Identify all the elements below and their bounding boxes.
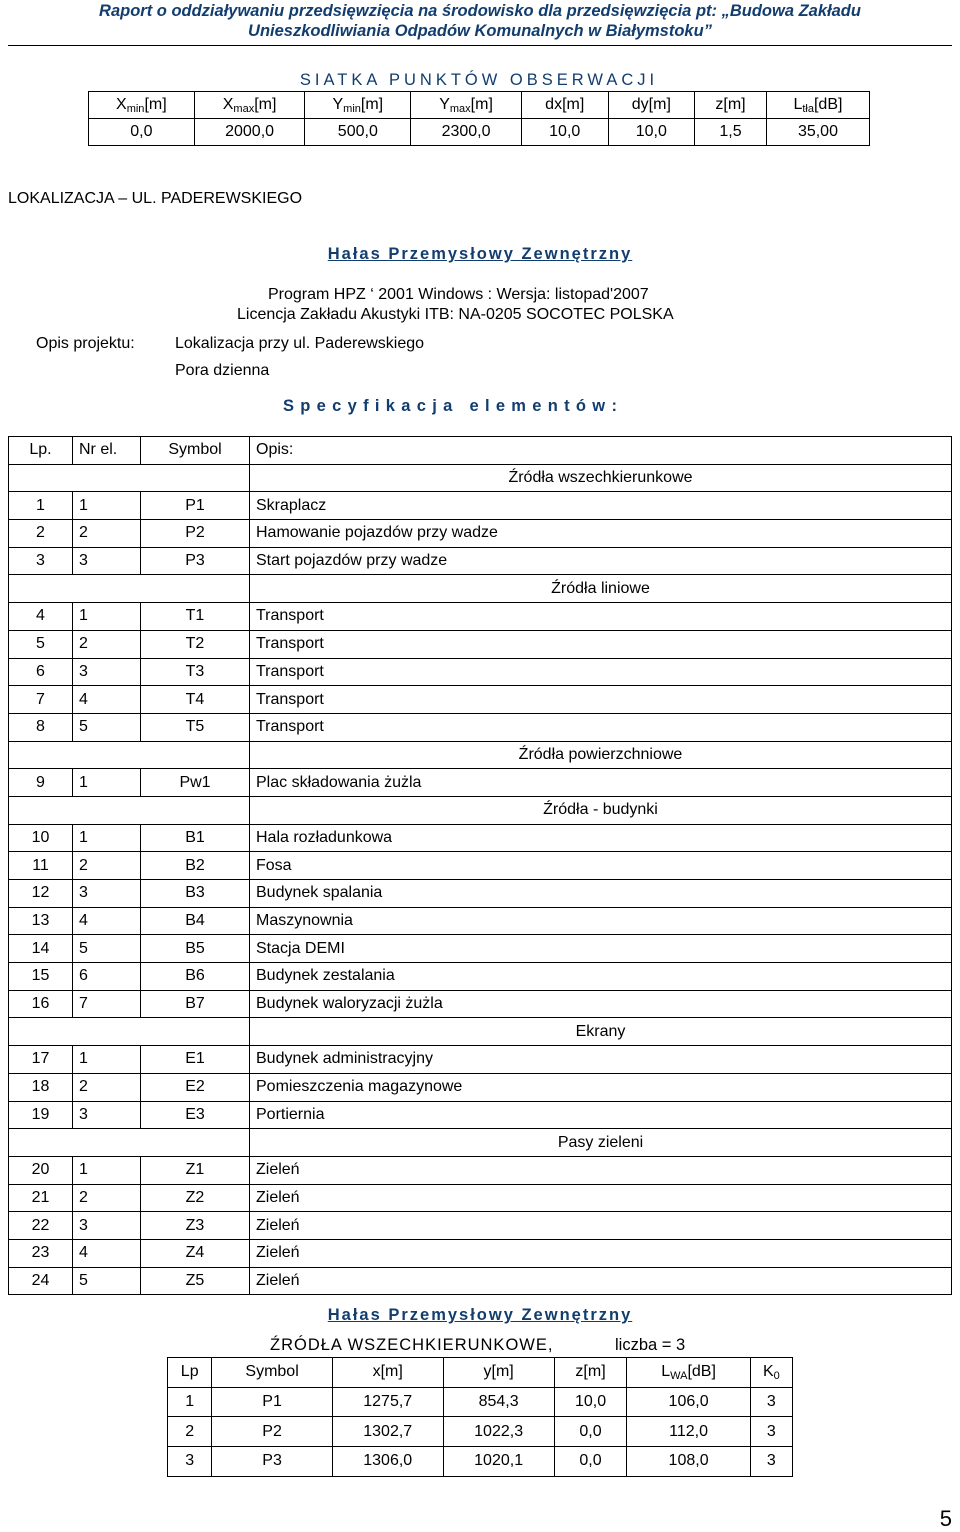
siatka-header-cell [305, 92, 411, 119]
spec-cell: 3 [73, 880, 141, 908]
sources-cell: 1 [168, 1387, 212, 1417]
spec-cell: Portiernia [250, 1101, 952, 1129]
header-subscript: WA [670, 1369, 688, 1382]
spec-row [9, 1073, 952, 1101]
siatka-header-cell [521, 92, 608, 119]
spec-group-row [9, 575, 952, 603]
header-main: Symbol [245, 1363, 299, 1381]
spec-cell: 6 [73, 963, 141, 991]
spec-group-spacer [9, 1018, 250, 1046]
sources-cell: 112,0 [627, 1417, 750, 1447]
spec-cell: 2 [73, 630, 141, 658]
sources-cell: 1022,3 [443, 1417, 554, 1447]
spec-cell: 5 [73, 713, 141, 741]
siatka-header-row [89, 92, 870, 119]
header-main: x[m] [372, 1363, 403, 1381]
spec-cell: Budynek waloryzacji żużla [250, 990, 952, 1018]
sources-cell: 3 [168, 1447, 212, 1477]
spec-cell: 3 [9, 547, 73, 575]
spec-cell: 5 [73, 1267, 141, 1295]
spec-cell: 5 [9, 630, 73, 658]
spec-row [9, 492, 952, 520]
spec-cell: 18 [9, 1073, 73, 1101]
header-subscript: min [126, 102, 145, 115]
spec-group-spacer [9, 1129, 250, 1157]
header-main: K [762, 1362, 774, 1380]
spec-header-cell: Lp. [9, 437, 73, 465]
spec-row [9, 963, 952, 991]
spec-cell: 3 [73, 658, 141, 686]
spec-header-row [9, 437, 952, 465]
siatka-value-cell: 2000,0 [194, 119, 305, 146]
spec-cell: 3 [73, 1212, 141, 1240]
spec-cell: Z5 [141, 1267, 250, 1295]
spec-header-cell: Symbol [141, 437, 250, 465]
spec-cell: Zieleń [250, 1267, 952, 1295]
spec-cell: T2 [141, 630, 250, 658]
spec-cell: Pomieszczenia magazynowe [250, 1073, 952, 1101]
spec-cell: Pw1 [141, 769, 250, 797]
spec-cell: T5 [141, 713, 250, 741]
sources-header-row [168, 1358, 793, 1388]
sources-cell: 108,0 [627, 1447, 750, 1477]
spec-group-row [9, 1018, 952, 1046]
spec-group-row [9, 796, 952, 824]
spec-group-spacer [9, 464, 250, 492]
sources-count: liczba = 3 [615, 1336, 686, 1354]
spec-cell: T1 [141, 603, 250, 631]
siatka-value-cell: 500,0 [305, 119, 411, 146]
spec-row [9, 1101, 952, 1129]
spec-group-title: Źródła powierzchniowe [250, 741, 952, 769]
header-unit: [m] [254, 95, 277, 113]
spec-cell: B3 [141, 880, 250, 908]
spec-row [9, 852, 952, 880]
spec-cell: Maszynownia [250, 907, 952, 935]
spec-group-title: Źródła wszechkierunkowe [250, 464, 952, 492]
spec-cell: 16 [9, 990, 73, 1018]
header-divider [8, 45, 952, 46]
spec-cell: Budynek spalania [250, 880, 952, 908]
header-main: Y [332, 95, 344, 113]
spec-cell: E1 [141, 1046, 250, 1074]
spec-group-row [9, 741, 952, 769]
spec-cell: B2 [141, 852, 250, 880]
spec-cell: Transport [250, 713, 952, 741]
sources-cell: 10,0 [554, 1387, 627, 1417]
spec-row [9, 547, 952, 575]
header-subscript: tła [802, 102, 814, 115]
sources-header-cell [554, 1358, 627, 1388]
siatka-value-cell: 2300,0 [411, 119, 522, 146]
spec-cell: Transport [250, 658, 952, 686]
spec-cell: T3 [141, 658, 250, 686]
sources-cell: 3 [750, 1417, 792, 1447]
header-unit: [dB] [813, 95, 843, 113]
spec-cell: 14 [9, 935, 73, 963]
spec-cell: 10 [9, 824, 73, 852]
header-main: Lp [180, 1363, 199, 1381]
spec-cell: 7 [73, 990, 141, 1018]
spec-row [9, 880, 952, 908]
header-unit: [m] [360, 95, 384, 113]
spec-cell: Budynek administracyjny [250, 1046, 952, 1074]
header-main: X [116, 95, 127, 113]
header-main: z[m] [715, 96, 746, 113]
header-subscript: max [233, 102, 255, 115]
spec-row [9, 520, 952, 548]
spec-cell: Stacja DEMI [250, 935, 952, 963]
spec-cell: 5 [73, 935, 141, 963]
sources-row [168, 1417, 793, 1447]
spec-cell: 13 [9, 907, 73, 935]
spec-cell: B6 [141, 963, 250, 991]
spec-cell: 8 [9, 713, 73, 741]
spec-cell: Z1 [141, 1156, 250, 1184]
spec-cell: 3 [73, 547, 141, 575]
spec-cell: 12 [9, 880, 73, 908]
spec-cell: 6 [9, 658, 73, 686]
sources-cell: 1302,7 [332, 1417, 443, 1447]
spec-cell: 4 [73, 1239, 141, 1267]
siatka-table [88, 91, 870, 146]
spec-cell: 2 [73, 1073, 141, 1101]
siatka-header-cell [608, 92, 695, 119]
sources-row [168, 1447, 793, 1477]
siatka-header-cell [766, 92, 869, 119]
sources-table [167, 1357, 793, 1477]
spec-cell: Hamowanie pojazdów przy wadze [250, 520, 952, 548]
sources-cell: 106,0 [627, 1387, 750, 1417]
project-label: Opis projektu: [36, 335, 135, 352]
sources-cell: 854,3 [443, 1387, 554, 1417]
spec-group-row [9, 1129, 952, 1157]
sources-header-cell [332, 1358, 443, 1388]
header-main: X [222, 95, 234, 113]
page-number: 5 [939, 1506, 952, 1531]
spec-cell: B4 [141, 907, 250, 935]
spec-group-spacer [9, 796, 250, 824]
spec-cell: Budynek zestalania [250, 963, 952, 991]
spec-cell: 2 [73, 1184, 141, 1212]
spec-cell: 4 [73, 686, 141, 714]
spec-row [9, 1212, 952, 1240]
spec-cell: Transport [250, 630, 952, 658]
spec-cell: 23 [9, 1239, 73, 1267]
sources-header-cell [627, 1358, 750, 1388]
spec-cell: Z2 [141, 1184, 250, 1212]
spec-table [8, 436, 952, 1295]
spec-row [9, 1267, 952, 1295]
siatka-header-cell [194, 92, 305, 119]
sources-cell: 0,0 [554, 1447, 627, 1477]
spec-group-title: Ekrany [250, 1018, 952, 1046]
spec-cell: Fosa [250, 852, 952, 880]
spec-row [9, 935, 952, 963]
spec-cell: 1 [73, 492, 141, 520]
spec-cell: P3 [141, 547, 250, 575]
header-subscript: 0 [773, 1369, 780, 1382]
siatka-value-cell: 10,0 [521, 119, 608, 146]
spec-cell: 1 [73, 1046, 141, 1074]
spec-cell: P1 [141, 492, 250, 520]
spec-cell: Transport [250, 603, 952, 631]
sources-cell: 1306,0 [332, 1447, 443, 1477]
siatka-title: SIATKA PUNKTÓW OBSERWACJI [299, 71, 659, 89]
spec-group-title: Pasy zieleni [250, 1129, 952, 1157]
sources-cell: P3 [212, 1447, 332, 1477]
siatka-header-cell [411, 92, 522, 119]
header-main: dx[m] [545, 96, 585, 113]
sources-cell: 3 [750, 1387, 792, 1417]
spec-cell: B5 [141, 935, 250, 963]
spec-cell: Skraplacz [250, 492, 952, 520]
spec-cell: Transport [250, 686, 952, 714]
spec-cell: 2 [73, 852, 141, 880]
spec-cell: P2 [141, 520, 250, 548]
spec-cell: 22 [9, 1212, 73, 1240]
spec-cell: Plac składowania żużla [250, 769, 952, 797]
sources-cell: 2 [168, 1417, 212, 1447]
spec-cell: Z3 [141, 1212, 250, 1240]
siatka-value-cell: 1,5 [695, 119, 767, 146]
halas-title: Hałas Przemysłowy Zewnętrzny [327, 245, 633, 263]
spec-cell: 1 [73, 824, 141, 852]
header-unit: [dB] [687, 1362, 716, 1380]
program-line: Program HPZ ‘ 2001 Windows : Wersja: listopad'2007 [268, 286, 649, 303]
spec-group-title: Źródła liniowe [250, 575, 952, 603]
header-subscript: max [449, 102, 471, 115]
spec-cell: Zieleń [250, 1184, 952, 1212]
spec-row [9, 630, 952, 658]
location-line: Lokalizacja przy ul. Paderewskiego [175, 335, 425, 352]
spec-cell: B7 [141, 990, 250, 1018]
spec-cell: 24 [9, 1267, 73, 1295]
spec-cell: 1 [73, 603, 141, 631]
spec-cell: Zieleń [250, 1156, 952, 1184]
siatka-value-cell: 10,0 [608, 119, 695, 146]
spec-cell: E2 [141, 1073, 250, 1101]
spec-group-row [9, 464, 952, 492]
header-main: L [661, 1362, 671, 1380]
spec-cell: 9 [9, 769, 73, 797]
header-subscript: min [343, 102, 361, 115]
spec-header-cell: Opis: [250, 437, 952, 465]
siatka-header-cell [89, 92, 195, 119]
report-header-line-2: Unieszkodliwiania Odpadów Komunalnych w Białymstoku” [248, 22, 712, 40]
sources-header-cell [443, 1358, 554, 1388]
header-main: dy[m] [631, 96, 671, 113]
sources-title-text: ŹRÓDŁA WSZECHKIERUNKOWE, [270, 1336, 554, 1354]
spec-title: Specyfikacja elementów: [283, 397, 624, 415]
sources-cell: P1 [212, 1387, 332, 1417]
spec-cell: Zieleń [250, 1212, 952, 1240]
spec-row [9, 824, 952, 852]
sources-cell: 3 [750, 1447, 792, 1477]
spec-cell: 1 [9, 492, 73, 520]
spec-row [9, 686, 952, 714]
sources-header-cell [212, 1358, 332, 1388]
spec-cell: Start pojazdów przy wadze [250, 547, 952, 575]
sources-cell: 1020,1 [443, 1447, 554, 1477]
spec-cell: 1 [73, 1156, 141, 1184]
sources-cell: 1275,7 [332, 1387, 443, 1417]
spec-row [9, 990, 952, 1018]
spec-cell: 4 [9, 603, 73, 631]
halas-title-2: Hałas Przemysłowy Zewnętrzny [327, 1306, 633, 1324]
spec-cell: 20 [9, 1156, 73, 1184]
spec-cell: E3 [141, 1101, 250, 1129]
spec-row [9, 713, 952, 741]
spec-cell: 17 [9, 1046, 73, 1074]
siatka-value-cell: 0,0 [89, 119, 195, 146]
spec-group-title: Źródła - budynki [250, 796, 952, 824]
license-line: Licencja Zakładu Akustyki ITB: NA-0205 SOCOTEC POLSKA [237, 306, 674, 323]
header-main: y[m] [483, 1363, 514, 1381]
spec-cell: 11 [9, 852, 73, 880]
spec-row [9, 1046, 952, 1074]
sources-title [270, 1336, 686, 1355]
spec-row [9, 769, 952, 797]
location-label: LOKALIZACJA – UL. PADEREWSKIEGO [8, 190, 303, 207]
spec-row [9, 1184, 952, 1212]
spec-cell: 19 [9, 1101, 73, 1129]
siatka-header-cell [695, 92, 767, 119]
header-main: L [793, 95, 803, 113]
spec-cell: 21 [9, 1184, 73, 1212]
spec-header-cell: Nr el. [73, 437, 141, 465]
spec-group-spacer [9, 575, 250, 603]
sources-cell: 0,0 [554, 1417, 627, 1447]
spec-cell: 2 [9, 520, 73, 548]
spec-cell: B1 [141, 824, 250, 852]
spec-row [9, 658, 952, 686]
header-main: Y [439, 95, 450, 113]
spec-cell: Zieleń [250, 1239, 952, 1267]
sources-cell: P2 [212, 1417, 332, 1447]
sources-row [168, 1387, 793, 1417]
spec-cell: 15 [9, 963, 73, 991]
spec-cell: T4 [141, 686, 250, 714]
spec-group-spacer [9, 741, 250, 769]
spec-cell: 7 [9, 686, 73, 714]
sources-header-cell [168, 1358, 212, 1388]
time-of-day: Pora dzienna [175, 362, 270, 379]
spec-row [9, 1156, 952, 1184]
spec-cell: Hala rozładunkowa [250, 824, 952, 852]
header-unit: [m] [144, 95, 167, 113]
spec-cell: 2 [73, 520, 141, 548]
spec-cell: 1 [73, 769, 141, 797]
spec-row [9, 603, 952, 631]
siatka-value-cell: 35,00 [766, 119, 869, 146]
sources-header-cell [750, 1358, 792, 1388]
siatka-value-row [89, 119, 870, 146]
header-main: z[m] [575, 1363, 606, 1381]
spec-cell: 3 [73, 1101, 141, 1129]
report-header-line-1: Raport o oddziaływaniu przedsięwzięcia na środowisko dla przedsięwzięcia pt: „Budowa Zakładu [99, 2, 861, 20]
spec-row [9, 1239, 952, 1267]
header-unit: [m] [470, 95, 493, 113]
spec-row [9, 907, 952, 935]
spec-cell: Z4 [141, 1239, 250, 1267]
spec-cell: 4 [73, 907, 141, 935]
